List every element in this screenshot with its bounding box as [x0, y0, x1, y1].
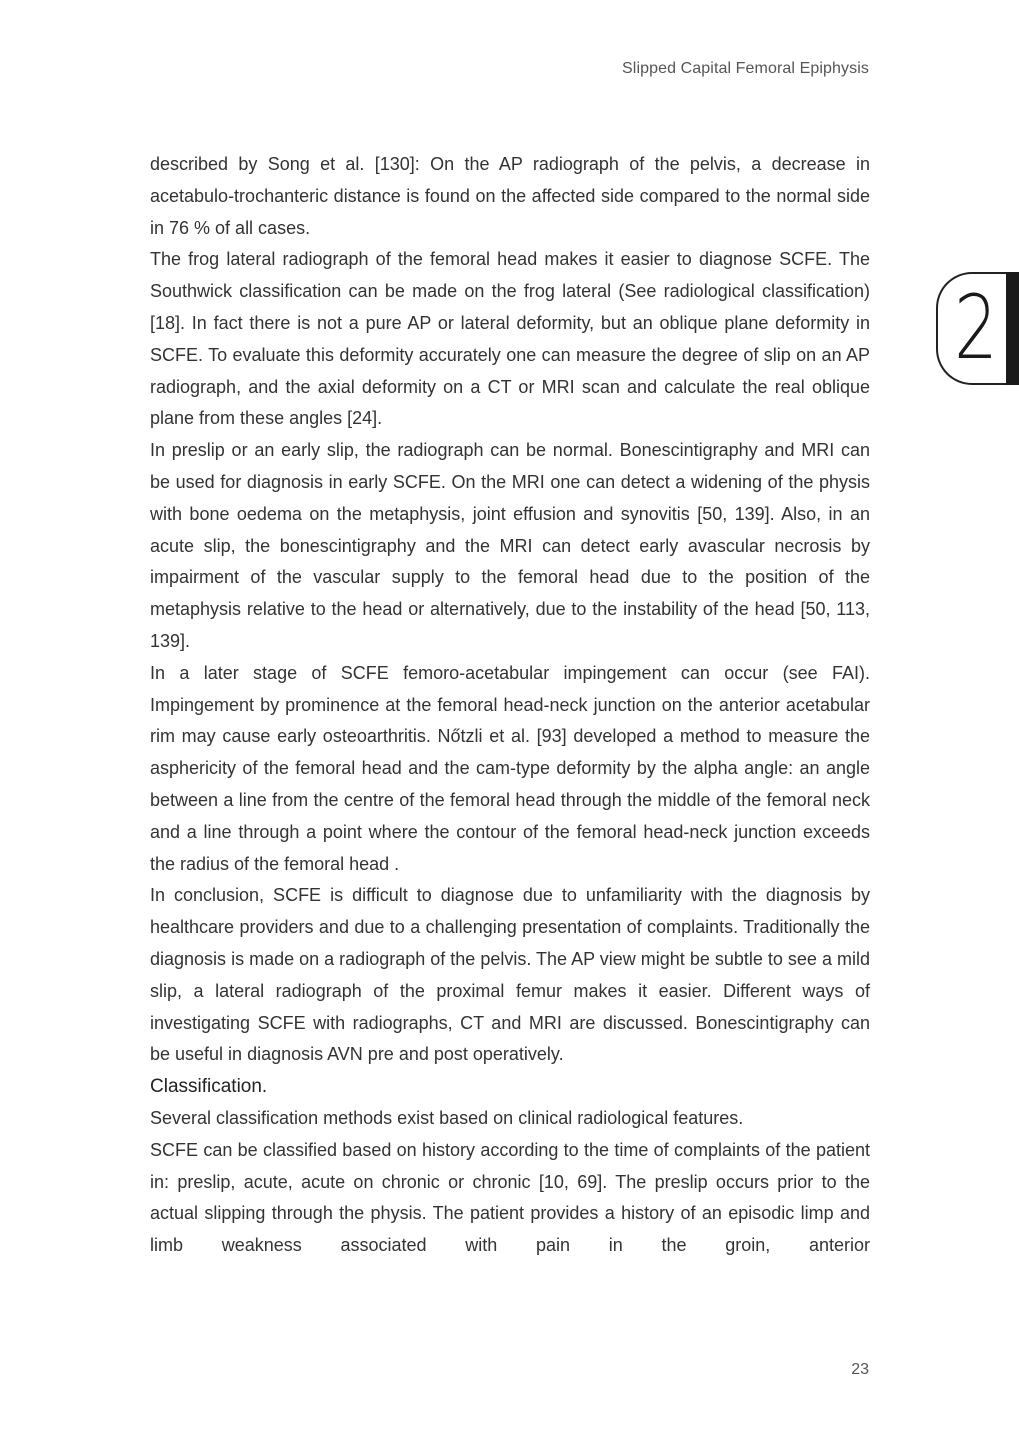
chapter-tab-bar [1006, 272, 1019, 385]
paragraph: described by Song et al. [130]: On the AP radiograph of the pelvis, a decrease in acetabulo-trochanteric distance is found on the affected side compared to the normal side in 76 % of all cases. [150, 154, 870, 238]
paragraph: In preslip or an early slip, the radiograph can be normal. Bonescintigraphy and MRI can be used for diagnosis in early SCFE. On the MRI one can detect a widening of the physis with bone oedema on the metaphysis, joint effusion and synovitis [50, 139]. Also, in an acute slip, the bonescintigraphy and the MRI can detect early avascular necrosis by impairment of the vascular supply to the femoral head due to the position of the metaphysis relative to the head or alternatively, due to the instability of the head [50, 113, 139]. [150, 440, 870, 651]
paragraph: In a later stage of SCFE femoro-acetabular impingement can occur (see FAI). Impingement by prominence at the femoral head-neck junction on the anterior acetabular rim may cause early osteoarthritis. Nőtzli et al. [93] developed a method to measure the asphericity of the femoral head and the cam-type deformity by the alpha angle: an angle between a line from the centre of the femoral head through the middle of the femoral neck and a line through a point where the contour of the femoral head-neck junction exceeds the radius of the femoral head . [150, 662, 870, 874]
paragraph: The frog lateral radiograph of the femoral head makes it easier to diagnose SCFE. The Southwick classification can be made on the frog lateral (See radiological classification) [18]. In fact there is not a pure AP or lateral deformity, but an oblique plane deformity in SCFE. To evaluate this deformity accurately one can measure the degree of slip on an AP radiograph, and the axial deformity on a CT or MRI scan and calculate the real oblique plane from these angles [24]. [150, 249, 870, 429]
running-header: Slipped Capital Femoral Epiphysis [622, 60, 869, 77]
chapter-tab [936, 272, 1019, 385]
paragraph: Several classification methods exist based on clinical radiological features. [150, 1107, 744, 1128]
page-number: 23 [851, 1361, 869, 1378]
paragraph: SCFE can be classified based on history according to the time of complaints of the patient in: preslip, acute, acute on chronic or chronic [10, 69]. The preslip occurs prior to the actual slipping through the physis. The patient provides a history of an episodic limp and limb weakness associated with pain in the groin, anterior [150, 1139, 870, 1256]
section-heading: Classification. [150, 1076, 268, 1098]
paragraph: In conclusion, SCFE is difficult to diagnose due to unfamiliarity with the diagnosis by healthcare providers and due to a challenging presentation of complaints. Traditionally the diagnosis is made on a radiograph of the pelvis. The AP view might be subtle to see a mild slip, a lateral radiograph of the proximal femur makes it easier. Different ways of investigating SCFE with radiographs, CT and MRI are discussed. Bonescintigraphy can be useful in diagnosis AVN pre and post operatively. [150, 885, 870, 1065]
body-text [150, 149, 870, 1262]
chapter-number: 2 [954, 276, 998, 379]
